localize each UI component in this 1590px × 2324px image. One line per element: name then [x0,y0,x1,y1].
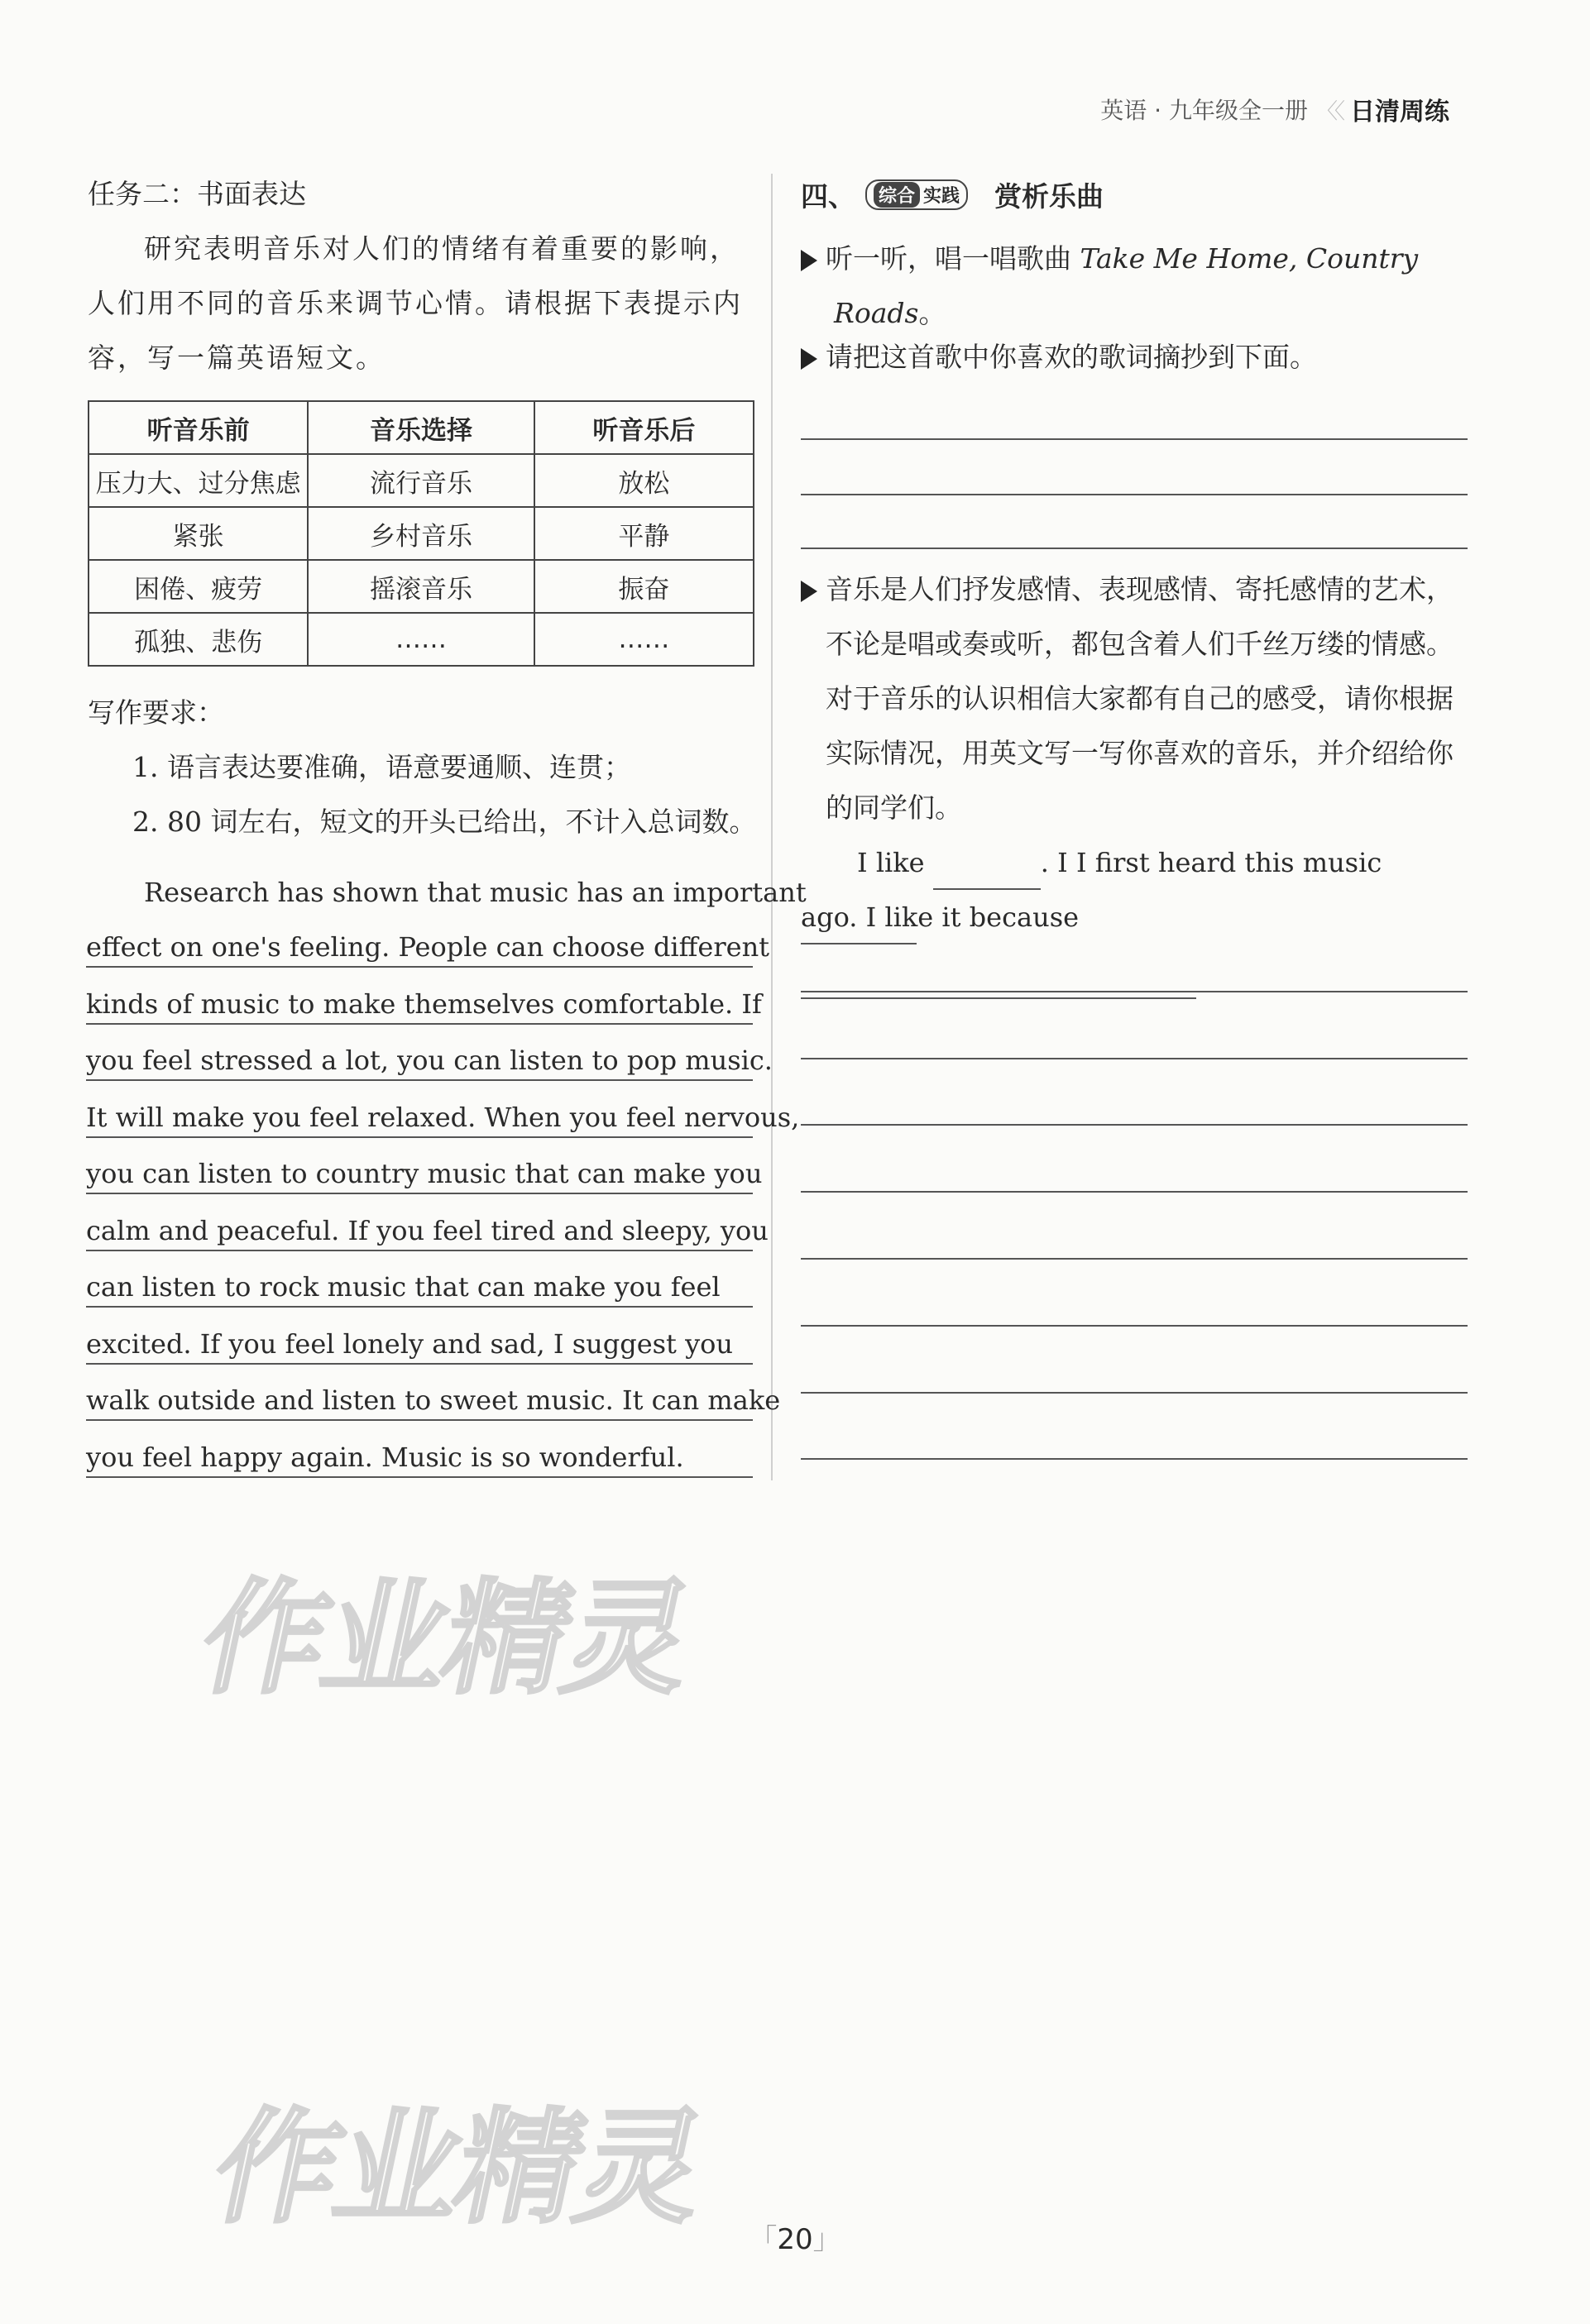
essay-line-text: walk outside and listen to sweet music. It can make [86,1384,781,1416]
triangle-bullet-icon [801,581,817,602]
answer-line[interactable] [801,1124,1468,1126]
bullet1-prefix: 听一听，唱一唱歌曲 [826,242,1080,275]
answer-text-3: ago. I like it because [801,901,1080,933]
table-cell: 乡村音乐 [308,507,534,560]
table-cell: 紧张 [89,507,308,560]
essay-line [86,1138,763,1195]
triangle-bullet-icon [801,250,817,271]
essay-line-text: you feel stressed a lot, you can listen to pop music. [86,1045,773,1076]
essay-line-text: kinds of music to make themselves comfortable. If [86,987,762,1020]
answer-line[interactable] [801,1325,1468,1327]
answer-blank[interactable] [933,860,1041,890]
table-cell: 流行音乐 [308,454,534,507]
table-cell: 振奋 [534,560,754,613]
essay-line-text: It will make you feel relaxed. When you feel nervous, [86,1101,800,1133]
song-title-part1: Take Me Home, Country [1080,242,1419,275]
section-heading: 赏析乐曲 [994,180,1104,213]
bullet3-line1: 音乐是人们抒发感情、表现感情、寄托感情的艺术， [826,573,1454,605]
answer-line[interactable] [801,1392,1468,1394]
essay-line [86,1421,753,1478]
table-cell: 摇滚音乐 [308,560,534,613]
table-cell: 放松 [534,454,754,507]
column-divider [771,174,773,1480]
essay-line [86,1025,773,1082]
requirement-1: 1. 语言表达要准确，语意要通顺、连贯； [132,751,631,783]
essay-line [86,1251,753,1308]
table-row [89,507,754,560]
bullet-music-prompt [801,562,1468,835]
answer-blank[interactable] [801,969,1196,999]
essay-answer [86,856,807,1478]
bullet2-text: 请把这首歌中你喜欢的歌词摘抄到下面。 [826,341,1317,373]
essay-line [86,1365,781,1422]
triangle-bullet-icon [801,348,817,370]
essay-line [86,856,807,911]
essay-line-text: effect on one's feeling. People can choose different [86,931,770,963]
essay-line-text: you can listen to country music that can make you [86,1158,763,1189]
section-title [801,175,1468,214]
badge-text-a: 综合 [874,182,920,208]
watermark: 作业精灵 [189,1567,703,1711]
running-header [1100,91,1449,127]
task-title: 任务二：书面表达 [88,178,306,210]
answer-line[interactable] [801,991,1468,992]
essay-line-text: you feel happy again. Music is so wonderful. [86,1441,684,1473]
table-row [89,454,754,507]
table-row [89,613,754,666]
chevron-icon: 〈〈 [1315,98,1342,124]
section-number: 四、 [801,180,855,213]
lyrics-answer-line[interactable] [801,494,1468,495]
lyrics-answer-line[interactable] [801,438,1468,440]
answer-line[interactable] [801,1458,1468,1460]
essay-line [86,968,762,1025]
essay-line-text: can listen to rock music that can make you feel [86,1271,721,1303]
lyrics-answer-line[interactable] [801,548,1468,549]
practice-badge [865,179,968,210]
header-brand: 日清周练 [1350,98,1449,127]
table-header: 听音乐前 [89,401,308,454]
essay-line-text: Research has shown that music has an important [144,876,807,908]
answer-line[interactable] [801,1258,1468,1260]
task-intro: 研究表明音乐对人们的情绪有着重要的影响，人们用不同的音乐来调节心情。请根据下表提示内容，写一篇英语短文。 [88,232,743,374]
essay-line [86,1194,769,1251]
essay-line-text: excited. If you feel lonely and sad, I suggest you [86,1327,734,1360]
music-table [88,400,754,667]
essay-line [86,911,770,968]
table-cell: 平静 [534,507,754,560]
table-cell: 孤独、悲伤 [89,613,308,666]
bullet-listen-sing [801,232,1468,341]
requirement-2: 2. 80 词左右，短文的开头已给出，不计入总词数。 [132,806,757,838]
song-title-part2: Roads [834,297,919,329]
table-cell: …… [308,613,534,666]
bullet-lyrics [801,336,1468,375]
table-header-row [89,401,754,454]
header-subject: 英语 · 九年级全一册 [1100,97,1308,124]
bullet1-suffix: 。 [918,297,946,329]
page-number-value: 20 [777,2223,813,2256]
answer-text-2: . I I first heard this music [1040,847,1382,878]
table-row [89,560,754,613]
answer-text-1: I like [857,847,925,878]
table-cell: …… [534,613,754,666]
watermark: 作业精灵 [201,2097,716,2240]
requirements-title: 写作要求： [88,696,224,729]
answer-line[interactable] [801,1191,1468,1193]
essay-line [86,1081,800,1138]
page-number: 「20」 [749,2223,841,2256]
table-header: 音乐选择 [308,401,534,454]
table-cell: 压力大、过分焦虑 [89,454,308,507]
table-cell: 困倦、疲劳 [89,560,308,613]
essay-line-text: calm and peaceful. If you feel tired and sleepy, you [86,1214,769,1246]
table-header: 听音乐后 [534,401,754,454]
badge-text-b: 实践 [923,186,960,207]
music-answer-start [801,835,1468,944]
essay-line [86,1308,753,1365]
bullet3-rest: 不论是唱或奏或听，都包含着人们千丝万缕的情感。对于音乐的认识相信大家都有自己的感受，请你根据实际情况，用英文写一写你喜欢的音乐，并介绍给你的同学们。 [826,628,1454,824]
answer-line[interactable] [801,1058,1468,1059]
